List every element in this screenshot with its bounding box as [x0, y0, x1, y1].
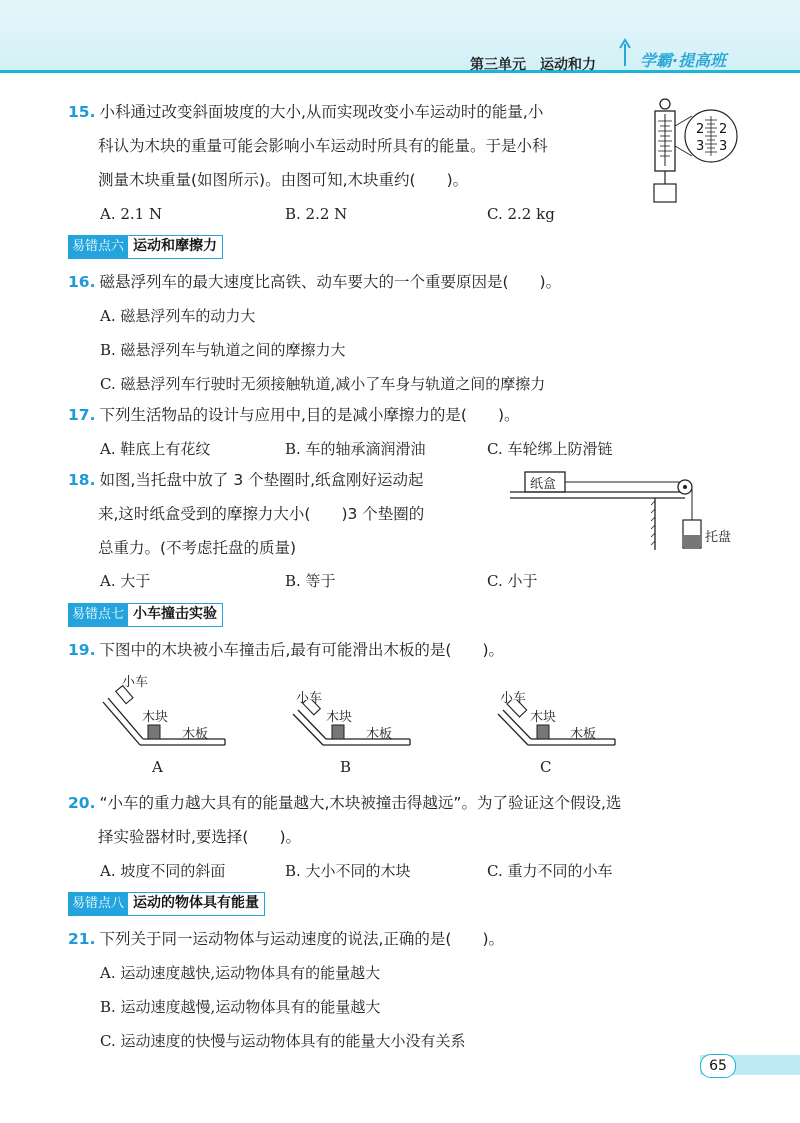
- block-label: 木块: [530, 710, 557, 725]
- question-text-line: 如图,当托盘中放了 3 个垫圈时,纸盒刚好运动起: [99, 471, 424, 489]
- ramp-figure-c: [495, 700, 625, 750]
- question-number: 19.: [68, 641, 96, 659]
- section-header-8: [68, 892, 265, 916]
- question-text: 下图中的木块被小车撞击后,最有可能滑出木板的是( )。: [99, 641, 504, 659]
- question-number: 15.: [68, 103, 96, 121]
- option-a: A. 坡度不同的斜面: [100, 862, 226, 880]
- svg-text:2: 2: [719, 122, 728, 137]
- option-c: C. 2.2 kg: [487, 205, 555, 223]
- cart-label: 小车: [296, 691, 323, 706]
- question-number: 18.: [68, 471, 96, 489]
- question-18-line-3: 总重力。(不考虑托盘的质量): [98, 539, 297, 557]
- board-label: 木板: [570, 727, 597, 742]
- option-a: A. 运动速度越快,运动物体具有的能量越大: [100, 964, 381, 982]
- question-15-line-2: 科认为木块的重量可能会影响小车运动时所具有的能量。于是小科: [98, 137, 548, 155]
- board-label: 木板: [182, 727, 209, 742]
- question-16: [68, 265, 561, 299]
- option-b: B. 2.2 N: [285, 205, 348, 223]
- section-header-7: [68, 603, 223, 627]
- section-tag: 易错点八: [68, 892, 128, 916]
- question-text: 下列生活物品的设计与应用中,目的是减小摩擦力的是( )。: [99, 406, 520, 424]
- question-19: [68, 633, 504, 667]
- block-label: 木块: [326, 710, 353, 725]
- svg-text:3: 3: [719, 139, 728, 154]
- section-title: 小车撞击实验: [128, 603, 223, 627]
- page-header: [0, 0, 800, 80]
- question-18-line-2: 来,这时纸盒受到的摩擦力大小( )3 个垫圈的: [98, 505, 425, 523]
- brand-logo: 学霸·提高班: [640, 51, 727, 70]
- question-15-line-3: 测量木块重量(如图所示)。由图可知,木块重约( )。: [98, 171, 469, 189]
- brand-arrow-icon: [615, 38, 635, 68]
- svg-text:3: 3: [696, 139, 705, 154]
- option-a: A. 大于: [100, 572, 151, 590]
- option-b: B. 等于: [285, 572, 336, 590]
- question-17: [68, 398, 520, 432]
- board-label: 木板: [366, 727, 393, 742]
- question-text-line: 小科通过改变斜面坡度的大小,从而实现改变小车运动时的能量,小: [99, 103, 544, 121]
- section-header-6: [68, 235, 223, 259]
- option-b: B. 车的轴承滴润滑油: [285, 440, 426, 458]
- option-c: C. 磁悬浮列车行驶时无须接触轨道,减小了车身与轨道之间的摩擦力: [100, 375, 546, 393]
- page-number: 65: [700, 1054, 736, 1078]
- option-a: A. 磁悬浮列车的动力大: [100, 307, 256, 325]
- section-tag: 易错点七: [68, 603, 128, 627]
- section-tag: 易错点六: [68, 235, 128, 259]
- cart-label: 小车: [500, 691, 527, 706]
- question-text-line: “小车的重力越大具有的能量越大,木块被撞击得越远”。为了验证这个假设,选: [99, 794, 622, 812]
- question-number: 17.: [68, 406, 96, 424]
- figure-caption: C: [540, 758, 552, 776]
- section-title: 运动的物体具有能量: [128, 892, 265, 916]
- question-number: 20.: [68, 794, 96, 812]
- option-c: C. 运动速度的快慢与运动物体具有的能量大小没有关系: [100, 1032, 466, 1050]
- box-label: 纸盒: [530, 477, 557, 492]
- option-c: C. 重力不同的小车: [487, 862, 613, 880]
- question-20: [68, 786, 621, 820]
- option-b: B. 大小不同的木块: [285, 862, 411, 880]
- ramp-figure-b: [290, 700, 420, 750]
- question-number: 16.: [68, 273, 96, 291]
- block-label: 木块: [142, 710, 169, 725]
- chapter-title: 第三单元 运动和力: [470, 57, 596, 73]
- question-15: [68, 95, 543, 129]
- option-c: C. 小于: [487, 572, 538, 590]
- cart-label: 小车: [122, 675, 149, 690]
- spring-scale-figure: [645, 96, 740, 206]
- figure-caption: B: [340, 758, 352, 776]
- option-b: B. 运动速度越慢,运动物体具有的能量越大: [100, 998, 381, 1016]
- figure-caption: A: [152, 758, 163, 776]
- option-b: B. 磁悬浮列车与轨道之间的摩擦力大: [100, 341, 346, 359]
- question-20-line-2: 择实验器材时,要选择( )。: [98, 828, 302, 846]
- svg-text:2: 2: [696, 122, 705, 137]
- question-text: 磁悬浮列车的最大速度比高铁、动车要大的一个重要原因是( )。: [99, 273, 562, 291]
- question-text: 下列关于同一运动物体与运动速度的说法,正确的是( )。: [99, 930, 504, 948]
- option-c: C. 车轮绑上防滑链: [487, 440, 613, 458]
- option-a: A. 2.1 N: [100, 205, 163, 223]
- option-a: A. 鞋底上有花纹: [100, 440, 211, 458]
- section-title: 运动和摩擦力: [128, 235, 223, 259]
- tray-label: 托盘: [705, 530, 732, 545]
- question-number: 21.: [68, 930, 96, 948]
- question-21: [68, 922, 504, 956]
- question-18: [68, 463, 424, 497]
